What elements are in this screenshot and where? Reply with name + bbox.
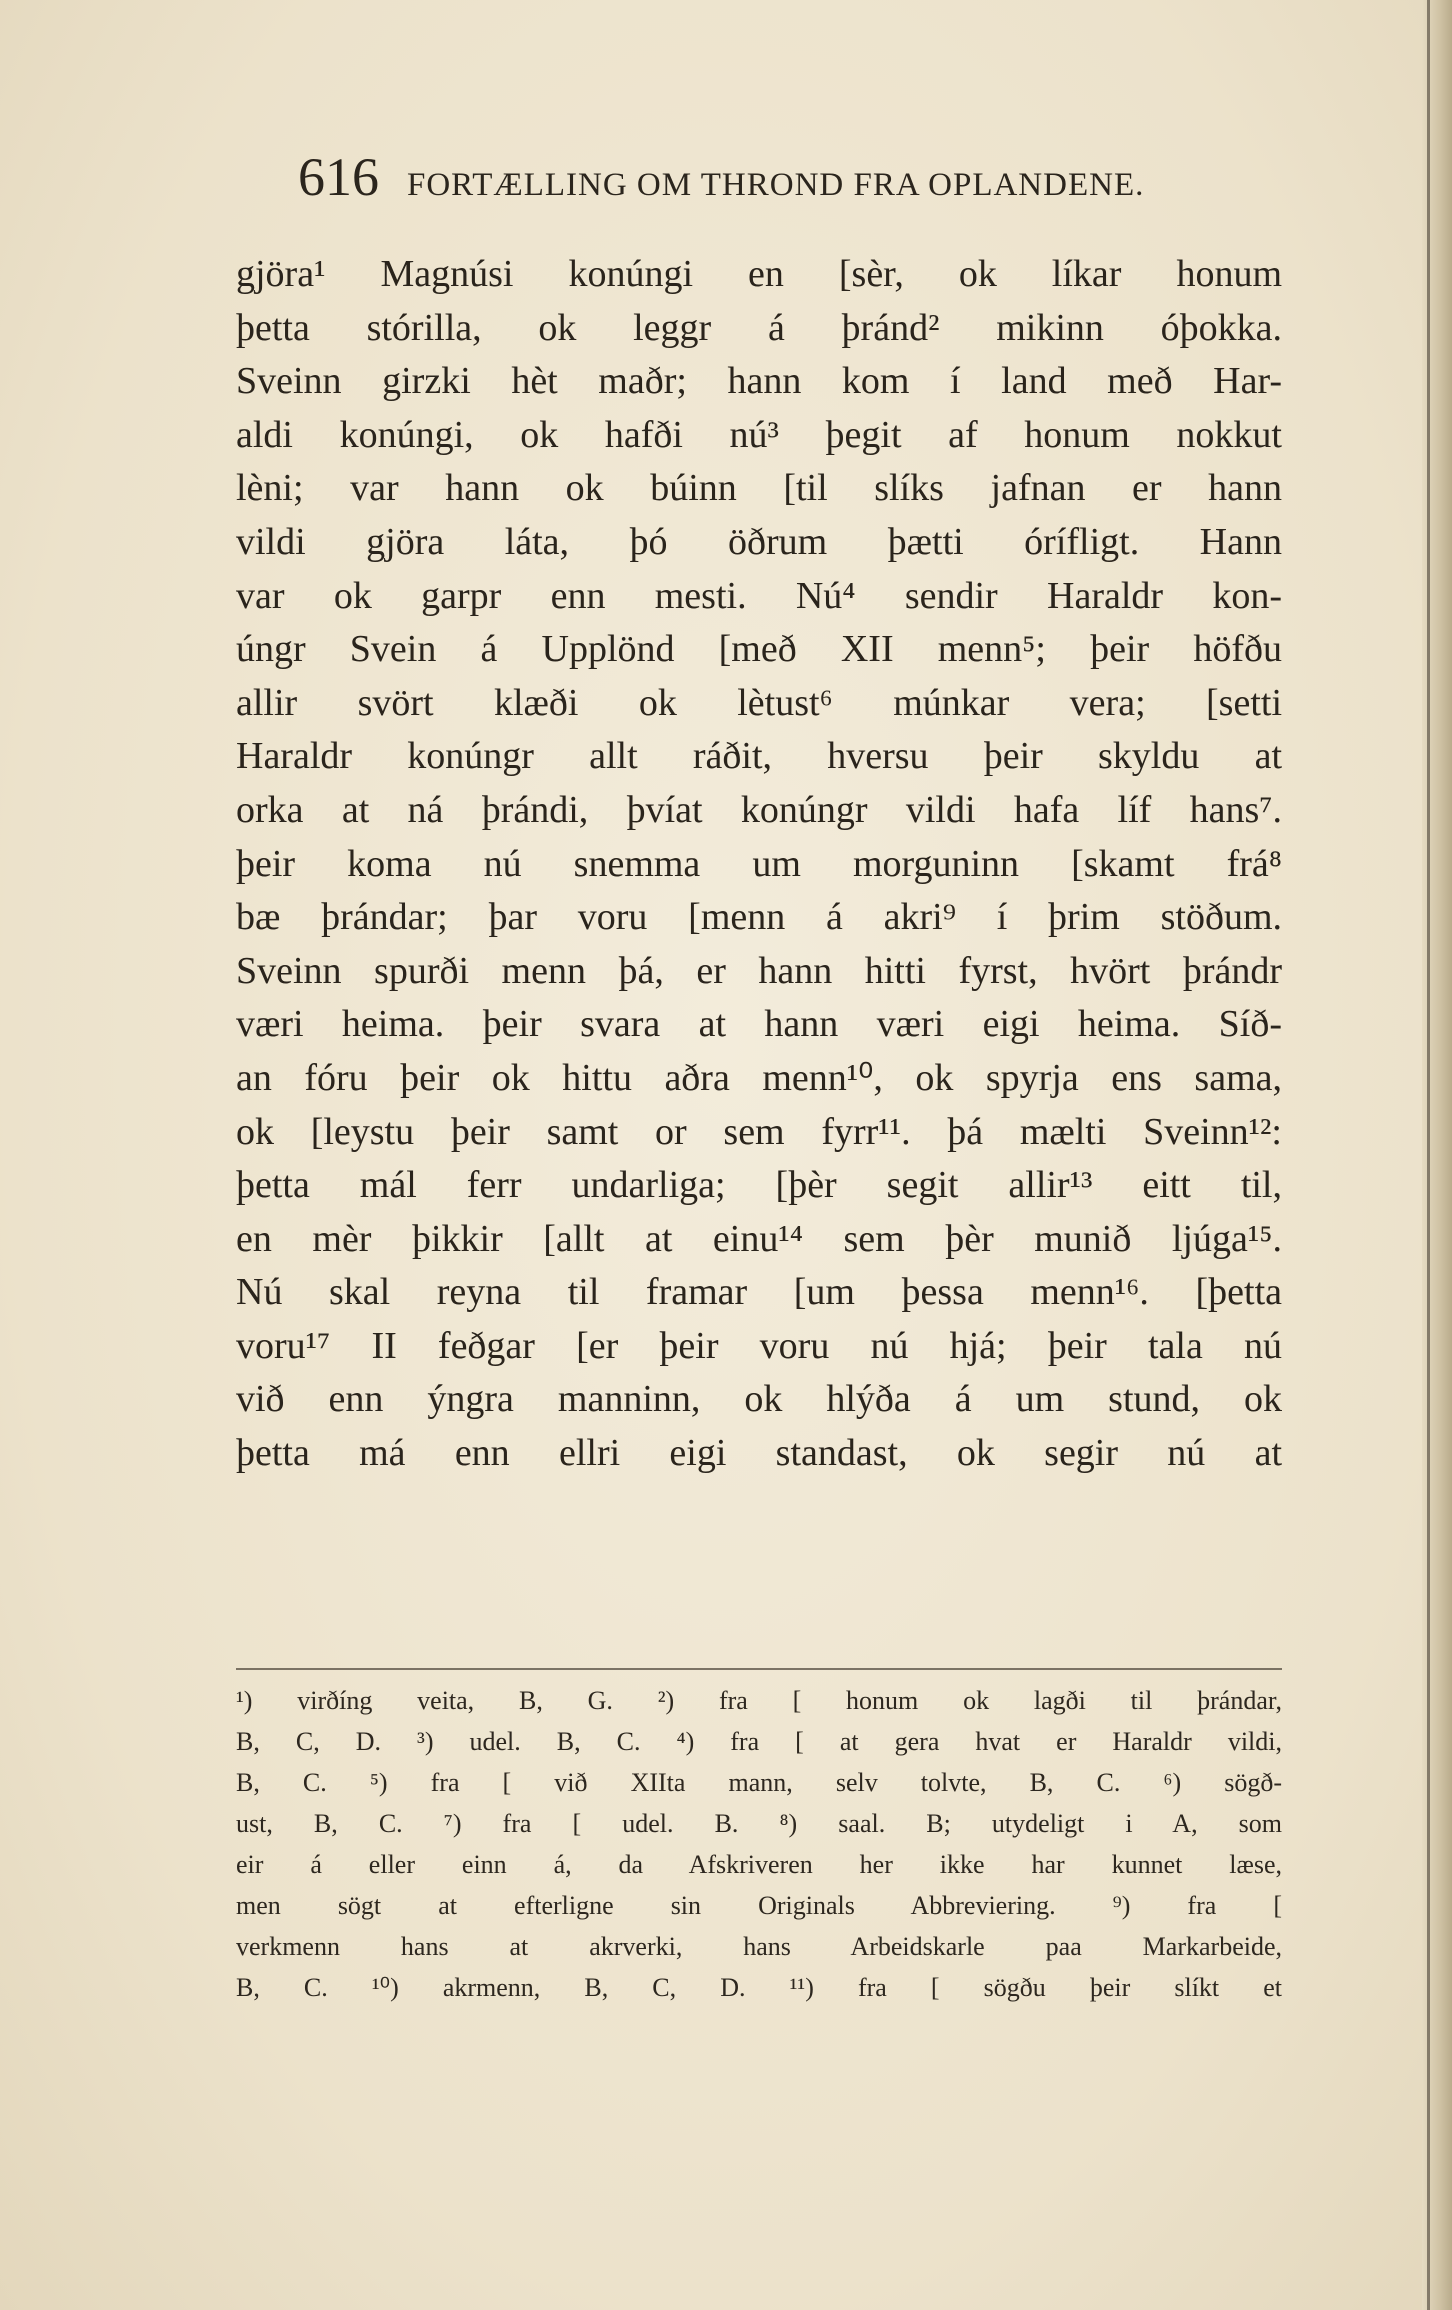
- text-line: væri heima. þeir svara at hann væri eigi heima. Síð-: [236, 1003, 1282, 1046]
- text-line: bæ þrándar; þar voru [menn á akri⁹ í þrim stöðum.: [236, 896, 1282, 939]
- footnotes: [236, 1680, 1282, 2008]
- text-line: við enn ýngra manninn, ok hlýða á um stund, ok: [236, 1378, 1282, 1421]
- text-line: lèni; var hann ok búinn [til slíks jafnan er hann: [236, 467, 1282, 510]
- page-header: [298, 146, 1278, 206]
- text-line: Sveinn girzki hèt maðr; hann kom í land með Har-: [236, 360, 1282, 403]
- footnote-rule: [236, 1668, 1282, 1670]
- text-line: allir svört klæði ok lètust⁶ múnkar vera; [setti: [236, 681, 1282, 724]
- text-line: Sveinn spurði menn þá, er hann hitti fyrst, hvört þrándr: [236, 949, 1282, 992]
- footnote-line: verkmenn hans at akrverki, hans Arbeidskarle paa Markarbeide,: [236, 1932, 1282, 1961]
- text-line: an fóru þeir ok hittu aðra menn¹⁰, ok spyrja ens sama,: [236, 1056, 1282, 1099]
- text-line: gjöra¹ Magnúsi konúngi en [sèr, ok líkar honum: [236, 253, 1282, 295]
- text-line: þetta stórilla, ok leggr á þránd² mikinn óþokka.: [236, 306, 1282, 349]
- gutter-edge: [1427, 0, 1430, 2310]
- text-line: þetta mál ferr undarliga; [þèr segit allir¹³ eitt til,: [236, 1164, 1282, 1207]
- text-line: þetta má enn ellri eigi standast, ok segir nú at: [236, 1432, 1282, 1475]
- body-text: [236, 248, 1282, 1481]
- footnote-line: ust, B, C. ⁷) fra [ udel. B. ⁸) saal. B; utydeligt i A, som: [236, 1809, 1282, 1838]
- footnote-line: B, C. ⁵) fra [ við XIIta mann, selv tolvte, B, C. ⁶) sögð-: [236, 1768, 1282, 1797]
- text-line: ok [leystu þeir samt or sem fyrr¹¹. þá mælti Sveinn¹²:: [236, 1110, 1282, 1153]
- footnote-line: B, C, D. ³) udel. B, C. ⁴) fra [ at gera hvat er Haraldr vildi,: [236, 1727, 1282, 1756]
- footnote-line: men sögt at efterligne sin Originals Abbreviering. ⁹) fra [: [236, 1891, 1282, 1920]
- footnote-line: ¹) virðíng veita, B, G. ²) fra [ honum ok lagði til þrándar,: [236, 1686, 1282, 1715]
- text-line: var ok garpr enn mesti. Nú⁴ sendir Haraldr kon-: [236, 574, 1282, 617]
- text-line: Nú skal reyna til framar [um þessa menn¹⁶. [þetta: [236, 1271, 1282, 1314]
- text-line: aldi konúngi, ok hafði nú³ þegit af honum nokkut: [236, 413, 1282, 456]
- running-title: FORTÆLLING OM THROND FRA OPLANDENE.: [407, 167, 1145, 203]
- text-line: þeir koma nú snemma um morguninn [skamt frá⁸: [236, 842, 1282, 885]
- text-line: orka at ná þrándi, þvíat konúngr vildi hafa líf hans⁷.: [236, 788, 1282, 831]
- footnote-line: eir á eller einn á, da Afskriveren her ikke har kunnet læse,: [236, 1850, 1282, 1879]
- text-line: voru¹⁷ II feðgar [er þeir voru nú hjá; þeir tala nú: [236, 1324, 1282, 1367]
- text-line: en mèr þikkir [allt at einu¹⁴ sem þèr munið ljúga¹⁵.: [236, 1217, 1282, 1260]
- page-number: 616: [298, 147, 379, 207]
- text-line: vildi gjöra láta, þó öðrum þætti órífligt. Hann: [236, 520, 1282, 563]
- text-line: Haraldr konúngr allt ráðit, hversu þeir skyldu at: [236, 735, 1282, 778]
- text-line: úngr Svein á Upplönd [með XII menn⁵; þeir höfðu: [236, 628, 1282, 671]
- footnote-line: B, C. ¹⁰) akrmenn, B, C, D. ¹¹) fra [ sögðu þeir slíkt et: [236, 1973, 1282, 2002]
